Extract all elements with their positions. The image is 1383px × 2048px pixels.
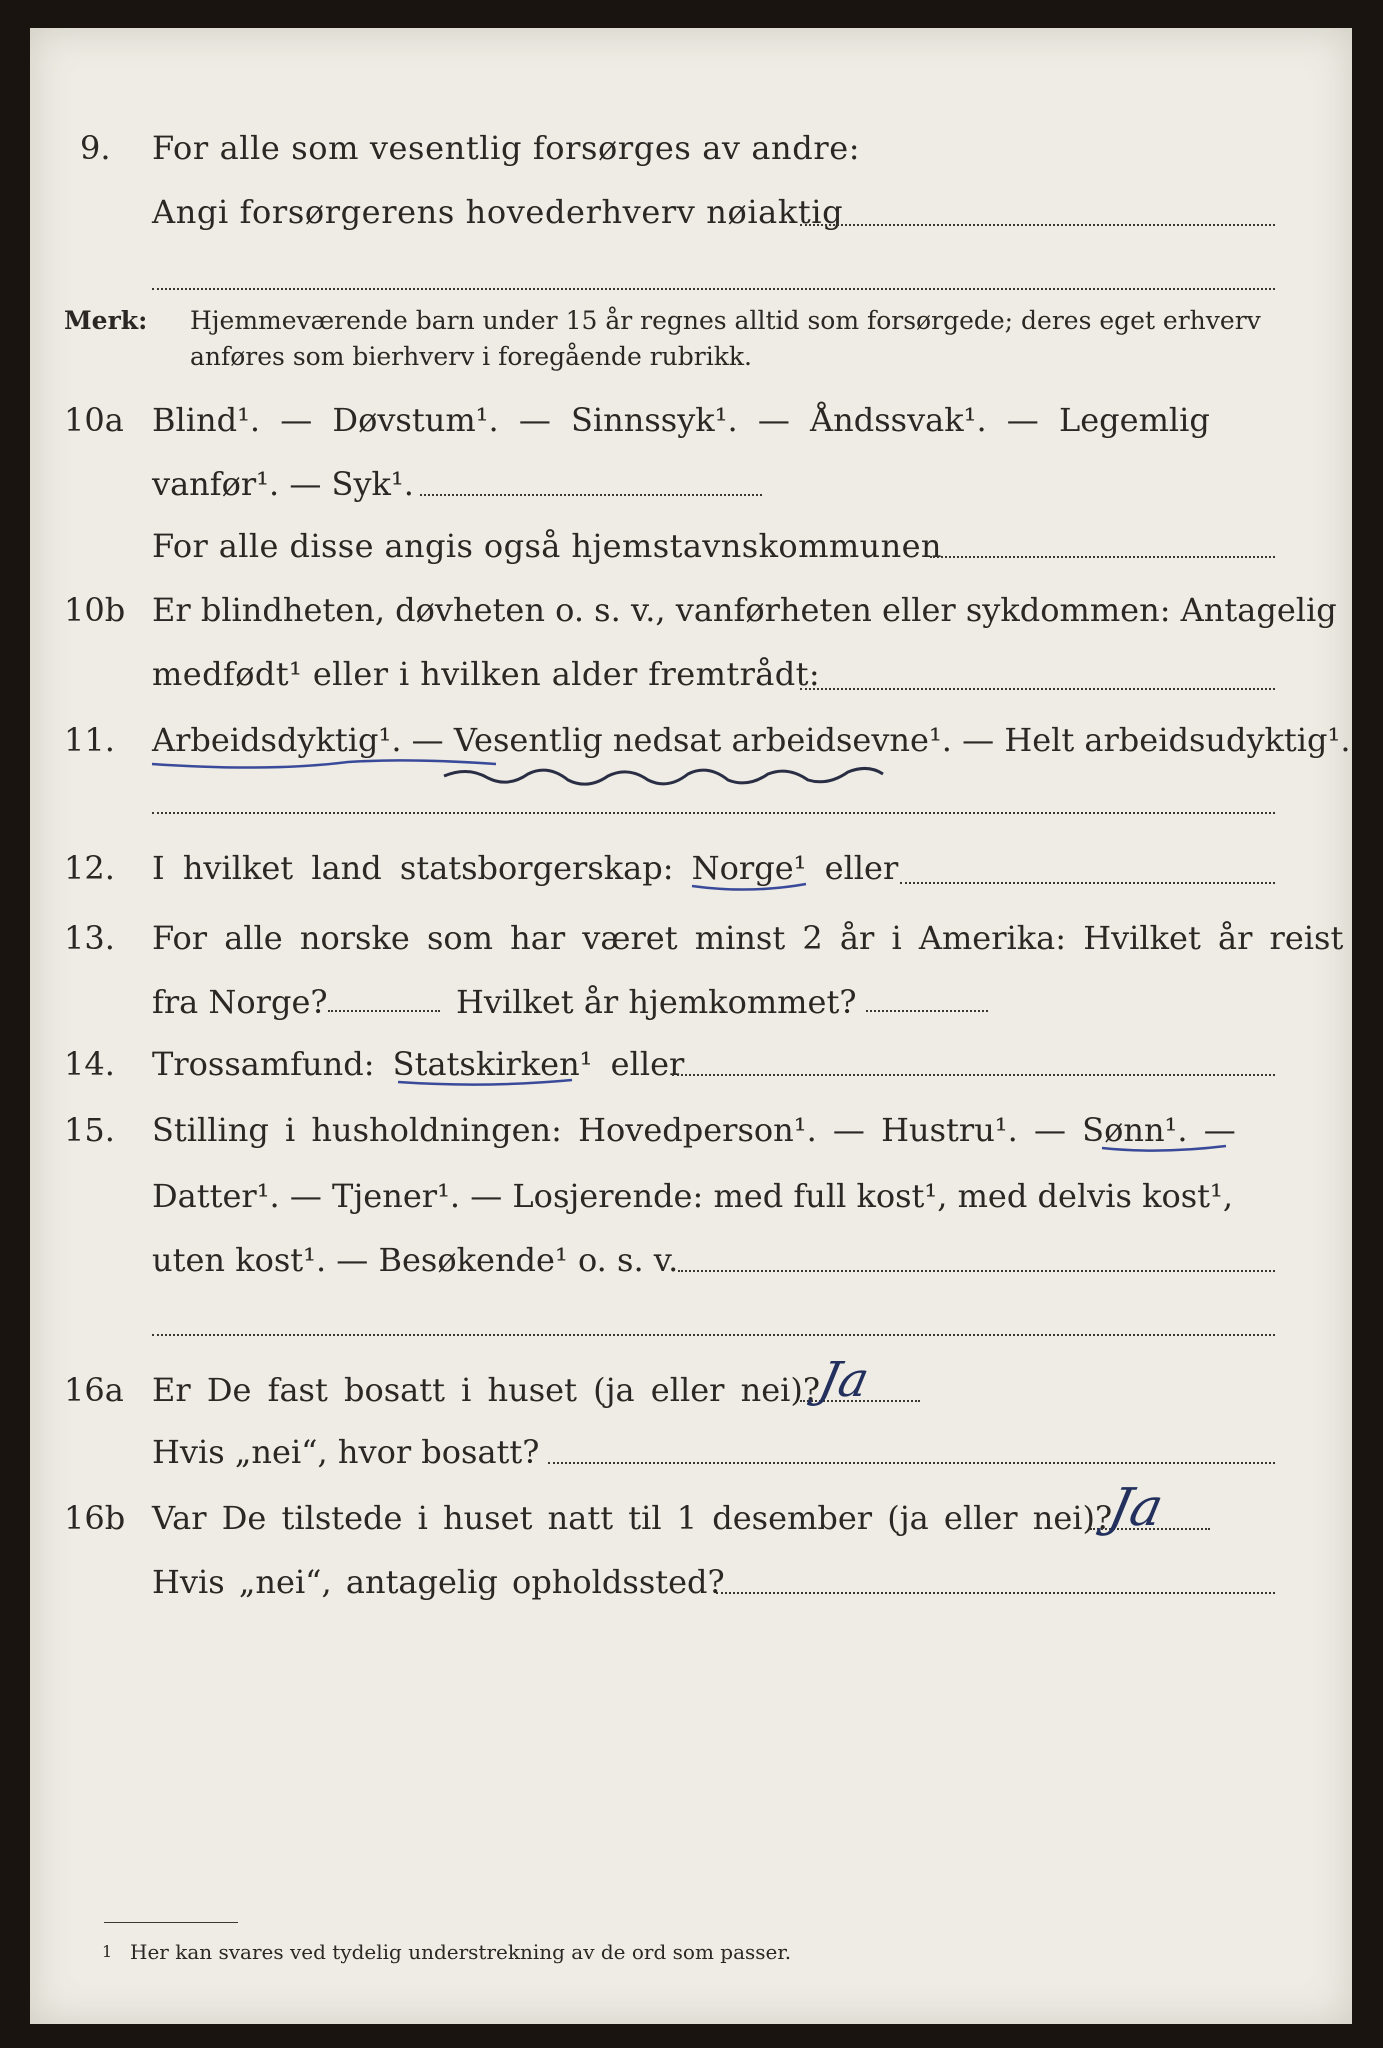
question-number: 13. — [64, 919, 115, 957]
question-text: vanfør¹. — Syk¹. — [152, 465, 414, 503]
question-text: Hvis „nei“, hvor bosatt? — [152, 1433, 540, 1471]
question-text: Er blindheten, døvheten o. s. v., vanførheten eller sykdommen: Antagelig — [152, 591, 1337, 629]
footnote-rule — [104, 1922, 238, 1923]
answer-line — [548, 1462, 1275, 1464]
answer-line — [800, 224, 1275, 226]
question-number: 16b — [64, 1499, 126, 1537]
question-number: 10b — [64, 591, 126, 629]
handwritten-underline-mark — [1100, 1138, 1230, 1158]
question-text: For alle som vesentlig forsørges av andre: — [152, 129, 861, 167]
question-text: Angi forsørgerens hovederhverv nøiaktig — [152, 193, 844, 231]
note-text: Hjemmeværende barn under 15 år regnes alltid som forsørgede; deres eget erhverv — [190, 306, 1261, 335]
question-text: I hvilket land statsborgerskap: Norge¹ eller — [152, 849, 899, 887]
answer-line — [716, 1592, 1275, 1594]
answer-line — [678, 1270, 1275, 1272]
answer-line — [930, 556, 1275, 558]
question-text: Stilling i husholdningen: Hovedperson¹. — Hustru¹. — Sønn¹. — — [152, 1111, 1236, 1149]
answer-line — [152, 1334, 1275, 1336]
answer-line — [152, 288, 1275, 290]
question-number: 10a — [64, 401, 124, 439]
question-number: 15. — [64, 1111, 115, 1149]
handwritten-underline-mark — [396, 1072, 576, 1092]
answer-line — [866, 1010, 988, 1012]
note-text: anføres som bierhverv i foregående rubrikk. — [190, 342, 752, 371]
answer-line — [328, 1010, 440, 1012]
question-text: For alle disse angis også hjemstavnskommunen — [152, 527, 942, 565]
handwritten-underline-mark — [690, 876, 810, 896]
footnote-text: Her kan svares ved tydelig understrekning av de ord som passer. — [130, 1940, 792, 1964]
question-text: Er De fast bosatt i huset (ja eller nei)? — [152, 1371, 821, 1409]
question-text: medfødt¹ eller i hvilken alder fremtrådt: — [152, 655, 821, 693]
answer-line — [900, 882, 1275, 884]
question-text: For alle norske som har været minst 2 år i Amerika: Hvilket år reist — [152, 919, 1344, 957]
answer-line — [152, 812, 1275, 814]
question-number: 16a — [64, 1371, 124, 1409]
question-text: fra Norge? — [152, 983, 328, 1021]
question-text: Blind¹. — Døvstum¹. — Sinnssyk¹. — Åndssvak¹. — Legemlig — [152, 401, 1210, 439]
note-label: Merk: — [64, 306, 148, 335]
question-number: 12. — [64, 849, 115, 887]
answer-line — [672, 1074, 1275, 1076]
question-text: uten kost¹. — Besøkende¹ o. s. v. — [152, 1241, 679, 1279]
question-number: 14. — [64, 1045, 115, 1083]
handwritten-underline-mark — [148, 752, 888, 800]
footnote-mark: 1 — [102, 1942, 113, 1961]
question-text: Trossamfund: Statskirken¹ eller — [152, 1045, 685, 1083]
question-text: Datter¹. — Tjener¹. — Losjerende: med full kost¹, med delvis kost¹, — [152, 1177, 1234, 1215]
question-number: 9. — [80, 129, 111, 167]
answer-line — [800, 688, 1275, 690]
question-number: 11. — [64, 721, 115, 759]
handwritten-answer: Ja — [814, 1352, 874, 1408]
question-text: Var De tilstede i huset natt til 1 desember (ja eller nei)? — [152, 1499, 1113, 1537]
question-text: Hvilket år hjemkommet? — [456, 983, 857, 1021]
question-text: Arbeidsdyktig¹. — Vesentlig nedsat arbeidsevne¹. — Helt arbeidsudyktig¹. — [152, 721, 1351, 759]
answer-line — [420, 494, 762, 496]
handwritten-answer: Ja — [1103, 1478, 1169, 1538]
question-text: Hvis „nei“, antagelig opholdssted? — [152, 1563, 725, 1601]
